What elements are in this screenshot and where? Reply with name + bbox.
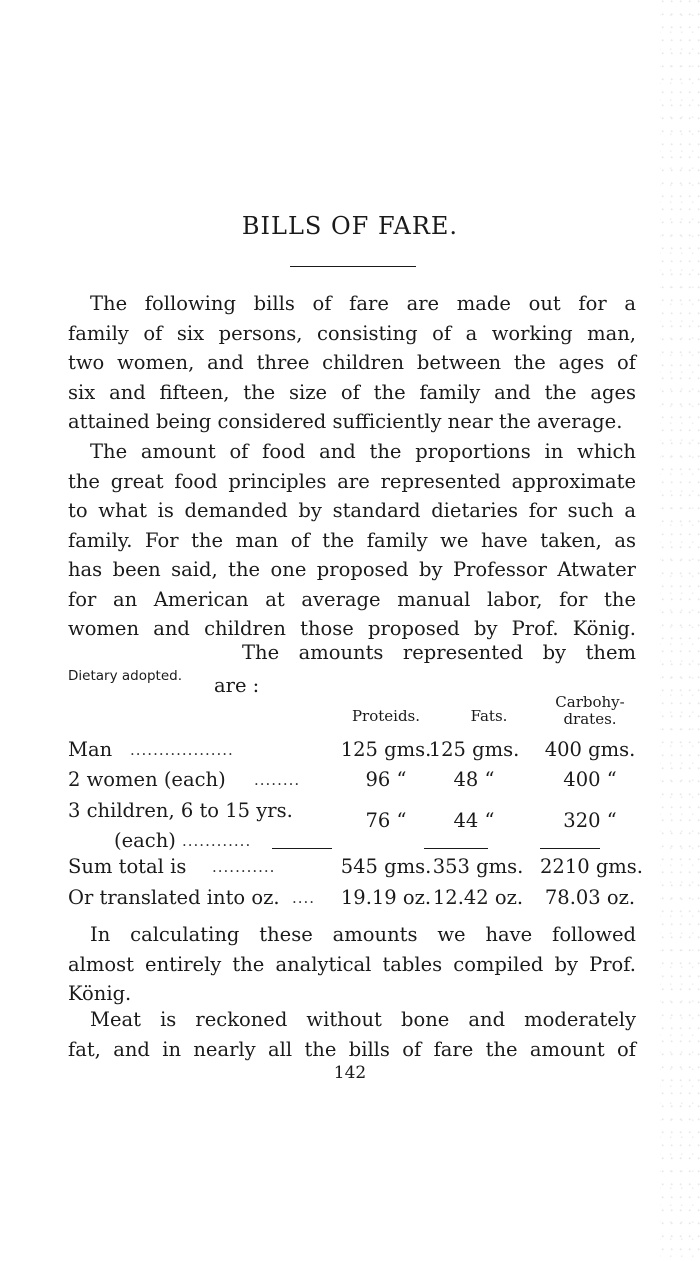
leader-dots: .................. [130, 741, 234, 759]
table-row-ounces [68, 886, 638, 916]
amounts-line: The amounts represented by them [242, 641, 636, 664]
cell-carbohydrates: 400 “ [563, 768, 617, 791]
text-line: family. For the man of the family we have taken, as [68, 528, 636, 552]
text-line: the great food principles are represented approximate [68, 469, 636, 493]
cell-carbohydrates: 78.03 oz. [544, 886, 636, 909]
cell-proteids: 125 gms. [340, 738, 432, 761]
text-line: fat, and in nearly all the bills of fare the amount of [68, 1037, 636, 1061]
table-row [68, 799, 638, 832]
text-line: family of six persons, consisting of a working man, [68, 321, 636, 345]
table-row [68, 768, 638, 798]
text-line: attained being considered sufficiently near the average. [68, 410, 623, 433]
text-line: The following bills of fare are made out for a [90, 292, 636, 315]
cell-fats: 12.42 oz. [432, 886, 524, 909]
side-note: Dietary adopted. [68, 668, 182, 684]
text-line: to what is demanded by standard dietaries for such a [68, 499, 636, 522]
column-header-carbohydrates: Carbohy- drates. [555, 693, 625, 728]
leader-dots: ........ [254, 771, 301, 789]
cell-carbohydrates: 400 gms. [544, 738, 636, 761]
text-line: The amount of food and the proportions in which [90, 440, 636, 463]
text-line: In calculating these amounts we have followed [90, 923, 636, 946]
column-header-proteids: Proteids. [351, 707, 421, 725]
row-label: Sum total is [68, 855, 187, 878]
leader-dots: ............ [182, 832, 252, 850]
cell-fats: 125 gms. [428, 738, 520, 761]
paragraph-tables [68, 920, 636, 1009]
text-line: women and children those proposed by Prof. König. [68, 617, 636, 640]
leader-dots: ........... [212, 858, 276, 876]
row-label: 2 women (each) [68, 768, 226, 791]
cell-fats: 48 “ [453, 768, 495, 791]
row-label: (each) [114, 829, 176, 852]
cell-carbohydrates: 320 “ [563, 809, 617, 832]
paragraph-meat [68, 1005, 636, 1064]
paragraph-amount [68, 437, 636, 644]
sum-underline-fats [424, 848, 488, 849]
row-label: Or translated into oz. [68, 886, 280, 909]
page-number: 142 [333, 1063, 367, 1083]
sum-underline-carbohydrates [540, 848, 600, 849]
cell-fats: 353 gms. [432, 855, 524, 878]
row-label: Man [68, 738, 113, 761]
paragraph-intro [68, 289, 636, 437]
sum-underline-proteids [272, 848, 332, 849]
page-title: BILLS OF FARE. [241, 212, 459, 240]
text-line: two women, and three children between the ages of [68, 351, 636, 374]
title-rule [290, 266, 416, 267]
cell-proteids: 545 gms. [340, 855, 432, 878]
text-line: for an American at average manual labor, for the [68, 587, 636, 611]
table-row-total [68, 855, 644, 885]
cell-proteids: 19.19 oz. [340, 886, 432, 909]
cell-proteids: 96 “ [365, 768, 407, 791]
are-line: are : [214, 674, 260, 697]
cell-proteids: 76 “ [365, 809, 407, 832]
text-line: has been said, the one proposed by Professor Atwater [68, 558, 636, 581]
column-header-fats: Fats. [470, 707, 508, 725]
cell-carbohydrates: 2210 gms. [540, 855, 644, 878]
table-row [68, 738, 638, 768]
text-line: Meat is reckoned without bone and moderately [90, 1008, 636, 1031]
text-line: König. [68, 982, 132, 1005]
cell-fats: 44 “ [453, 809, 495, 832]
leader-dots: .... [292, 889, 316, 907]
text-line: almost entirely the analytical tables compiled by Prof. [68, 952, 636, 976]
text-line: six and fifteen, the size of the family and the ages [68, 380, 636, 404]
row-label: 3 children, 6 to 15 yrs. [68, 799, 293, 822]
